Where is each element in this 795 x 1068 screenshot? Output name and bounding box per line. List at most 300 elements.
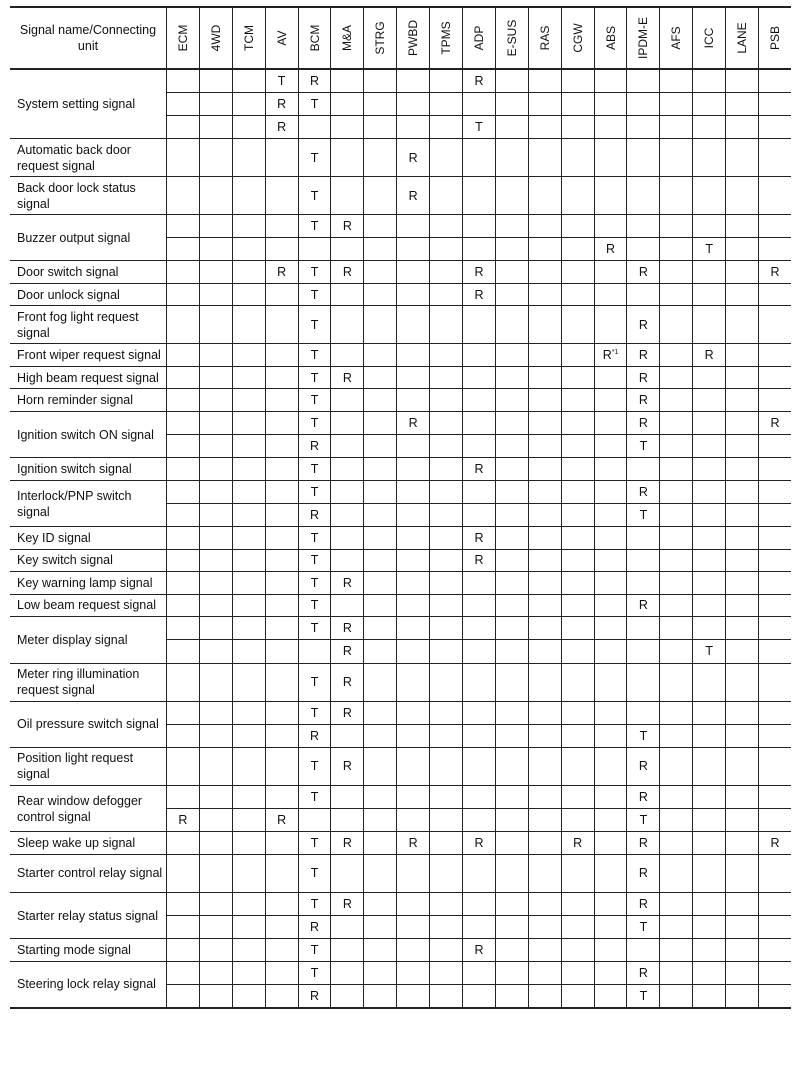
- signal-cell: [199, 389, 232, 412]
- signal-cell: [430, 92, 463, 115]
- signal-cell: [232, 344, 265, 367]
- signal-cell: [430, 504, 463, 527]
- signal-cell: [232, 640, 265, 663]
- signal-cell: [463, 785, 496, 808]
- signal-cell: T: [627, 724, 660, 747]
- table-row: [10, 366, 791, 389]
- signal-cell: [232, 238, 265, 261]
- signal-cell: [726, 916, 759, 939]
- signal-cell: [232, 261, 265, 284]
- signal-cell: [528, 809, 561, 832]
- signal-cell: [627, 527, 660, 550]
- table-row: [10, 961, 791, 984]
- signal-name: System setting signal: [10, 69, 167, 139]
- signal-cell: [265, 344, 298, 367]
- signal-cell: [199, 984, 232, 1007]
- signal-cell: [167, 594, 200, 617]
- signal-cell: T: [298, 617, 331, 640]
- signal-cell: [726, 809, 759, 832]
- signal-cell: [528, 785, 561, 808]
- signal-cell: [167, 238, 200, 261]
- signal-cell: [397, 617, 430, 640]
- signal-cell: [627, 215, 660, 238]
- signal-cell: [463, 701, 496, 724]
- signal-cell: [364, 984, 397, 1007]
- signal-cell: [463, 854, 496, 892]
- signal-cell: [693, 458, 726, 481]
- signal-cell: R: [627, 961, 660, 984]
- signal-cell: [726, 139, 759, 177]
- signal-cell: [463, 892, 496, 915]
- signal-cell: [364, 92, 397, 115]
- signal-cell: [265, 458, 298, 481]
- unit-header: [528, 7, 561, 69]
- signal-cell: [594, 916, 627, 939]
- signal-cell: [265, 832, 298, 855]
- signal-cell: T: [298, 177, 331, 215]
- signal-cell: R: [167, 809, 200, 832]
- table-row: [10, 261, 791, 284]
- table-row: [10, 527, 791, 550]
- signal-cell: T: [627, 916, 660, 939]
- signal-cell: [232, 504, 265, 527]
- signal-cell: R: [463, 549, 496, 572]
- signal-cell: [759, 458, 791, 481]
- signal-cell: [232, 984, 265, 1007]
- signal-cell: [167, 389, 200, 412]
- signal-cell: [430, 663, 463, 701]
- signal-cell: T: [627, 504, 660, 527]
- signal-cell: [364, 747, 397, 785]
- signal-cell: [627, 69, 660, 92]
- table-row: [10, 139, 791, 177]
- signal-cell: [265, 916, 298, 939]
- signal-cell: [463, 215, 496, 238]
- signal-cell: [430, 177, 463, 215]
- signal-cell: [430, 724, 463, 747]
- signal-cell: [561, 389, 594, 412]
- signal-cell: [594, 984, 627, 1007]
- signal-name: Steering lock relay signal: [10, 961, 167, 1007]
- signal-cell: [397, 527, 430, 550]
- signal-cell: [364, 892, 397, 915]
- signal-cell: R: [627, 480, 660, 503]
- signal-cell: [660, 916, 693, 939]
- signal-cell: [660, 984, 693, 1007]
- signal-cell: [167, 663, 200, 701]
- signal-cell: T: [298, 892, 331, 915]
- signal-cell: [693, 617, 726, 640]
- signal-cell: [199, 504, 232, 527]
- signal-cell: [528, 115, 561, 138]
- signal-cell: [232, 892, 265, 915]
- signal-cell: [167, 916, 200, 939]
- signal-cell: [561, 92, 594, 115]
- signal-cell: [364, 504, 397, 527]
- signal-name: Front fog light request signal: [10, 306, 167, 344]
- signal-cell: [397, 785, 430, 808]
- signal-cell: [528, 504, 561, 527]
- signal-cell: [726, 892, 759, 915]
- signal-cell: R: [463, 939, 496, 962]
- signal-cell: [199, 261, 232, 284]
- signal-cell: [759, 594, 791, 617]
- unit-header: [430, 7, 463, 69]
- signal-cell: T: [298, 572, 331, 595]
- signal-cell: [594, 527, 627, 550]
- signal-cell: [693, 663, 726, 701]
- signal-cell: [430, 480, 463, 503]
- signal-cell: [726, 961, 759, 984]
- signal-cell: [627, 663, 660, 701]
- signal-cell: [397, 366, 430, 389]
- signal-name: Low beam request signal: [10, 594, 167, 617]
- signal-cell: [430, 261, 463, 284]
- signal-cell: [594, 892, 627, 915]
- signal-cell: [528, 69, 561, 92]
- signal-cell: [364, 594, 397, 617]
- signal-cell: [232, 283, 265, 306]
- table-row: [10, 389, 791, 412]
- signal-cell: [397, 215, 430, 238]
- signal-table: [10, 6, 791, 1009]
- signal-cell: [364, 916, 397, 939]
- signal-cell: [627, 458, 660, 481]
- signal-cell: R: [331, 640, 364, 663]
- signal-name: Horn reminder signal: [10, 389, 167, 412]
- signal-cell: [167, 747, 200, 785]
- signal-cell: [463, 504, 496, 527]
- signal-cell: [561, 640, 594, 663]
- signal-cell: [561, 939, 594, 962]
- signal-cell: [759, 549, 791, 572]
- signal-cell: [495, 617, 528, 640]
- signal-cell: [693, 261, 726, 284]
- signal-cell: [331, 724, 364, 747]
- unit-header: [759, 7, 791, 69]
- signal-cell: [693, 701, 726, 724]
- signal-cell: T: [693, 238, 726, 261]
- signal-cell: [726, 238, 759, 261]
- unit-header-label: CGW: [570, 23, 585, 53]
- signal-cell: [660, 640, 693, 663]
- signal-cell: [759, 306, 791, 344]
- unit-header: [594, 7, 627, 69]
- signal-cell: [397, 892, 430, 915]
- signal-cell: [726, 572, 759, 595]
- signal-cell: [199, 724, 232, 747]
- signal-cell: [430, 139, 463, 177]
- signal-cell: [561, 435, 594, 458]
- signal-name: Buzzer output signal: [10, 215, 167, 261]
- signal-cell: [693, 939, 726, 962]
- signal-cell: [265, 854, 298, 892]
- signal-cell: [759, 663, 791, 701]
- signal-name: Key switch signal: [10, 549, 167, 572]
- signal-cell: [232, 549, 265, 572]
- signal-cell: [430, 115, 463, 138]
- signal-cell: [528, 984, 561, 1007]
- signal-cell: [759, 115, 791, 138]
- signal-name: Ignition switch ON signal: [10, 411, 167, 457]
- signal-cell: [397, 594, 430, 617]
- signal-cell: [364, 389, 397, 412]
- signal-cell: [265, 215, 298, 238]
- signal-cell: [167, 854, 200, 892]
- signal-cell: [397, 92, 430, 115]
- signal-cell: [561, 115, 594, 138]
- signal-cell: T: [298, 747, 331, 785]
- signal-cell: [397, 261, 430, 284]
- signal-cell: [397, 306, 430, 344]
- signal-cell: [660, 344, 693, 367]
- signal-cell: [693, 480, 726, 503]
- signal-cell: [528, 832, 561, 855]
- signal-cell: [495, 215, 528, 238]
- signal-cell: [726, 115, 759, 138]
- signal-cell: [495, 115, 528, 138]
- signal-cell: [199, 747, 232, 785]
- signal-cell: [594, 69, 627, 92]
- signal-cell: [199, 115, 232, 138]
- signal-cell: [594, 724, 627, 747]
- signal-cell: [199, 549, 232, 572]
- signal-cell: R: [298, 916, 331, 939]
- signal-cell: [265, 617, 298, 640]
- signal-cell: [430, 411, 463, 434]
- signal-cell: R: [627, 366, 660, 389]
- signal-cell: [430, 69, 463, 92]
- signal-cell: [265, 389, 298, 412]
- signal-cell: [528, 594, 561, 617]
- signal-cell: [495, 724, 528, 747]
- signal-cell: [594, 809, 627, 832]
- signal-cell: [561, 747, 594, 785]
- signal-cell: $R^{*1}$: [594, 344, 627, 367]
- signal-cell: [331, 306, 364, 344]
- signal-cell: [759, 238, 791, 261]
- signal-table-container: [10, 6, 791, 1009]
- signal-cell: [430, 215, 463, 238]
- signal-cell: [726, 480, 759, 503]
- unit-header-label: RAS: [537, 25, 552, 51]
- signal-cell: [561, 283, 594, 306]
- signal-cell: [199, 238, 232, 261]
- signal-cell: [331, 594, 364, 617]
- signal-cell: [331, 283, 364, 306]
- signal-cell: R: [759, 411, 791, 434]
- signal-name: Oil pressure switch signal: [10, 701, 167, 747]
- signal-cell: [528, 177, 561, 215]
- signal-cell: R: [331, 663, 364, 701]
- signal-cell: [331, 854, 364, 892]
- signal-name: Back door lock status signal: [10, 177, 167, 215]
- signal-cell: R: [298, 984, 331, 1007]
- signal-cell: [331, 238, 364, 261]
- signal-cell: R: [331, 261, 364, 284]
- signal-cell: [528, 701, 561, 724]
- unit-header-label: AV: [274, 30, 289, 46]
- signal-cell: [660, 701, 693, 724]
- signal-cell: [759, 724, 791, 747]
- signal-cell: [397, 939, 430, 962]
- signal-name: Starter control relay signal: [10, 854, 167, 892]
- table-row: [10, 480, 791, 503]
- signal-cell: [232, 701, 265, 724]
- signal-cell: [364, 572, 397, 595]
- signal-cell: [167, 177, 200, 215]
- signal-cell: R: [331, 832, 364, 855]
- signal-cell: [265, 238, 298, 261]
- signal-cell: [463, 809, 496, 832]
- unit-header-label: 4WD: [208, 24, 223, 52]
- signal-name: Key ID signal: [10, 527, 167, 550]
- signal-cell: [265, 594, 298, 617]
- table-row: [10, 785, 791, 808]
- signal-cell: [331, 411, 364, 434]
- signal-cell: [463, 177, 496, 215]
- signal-cell: [298, 640, 331, 663]
- signal-cell: [561, 458, 594, 481]
- table-row: [10, 617, 791, 640]
- signal-cell: [364, 366, 397, 389]
- signal-cell: [265, 640, 298, 663]
- signal-cell: [726, 939, 759, 962]
- signal-cell: [528, 892, 561, 915]
- signal-cell: [528, 572, 561, 595]
- signal-cell: [265, 724, 298, 747]
- signal-cell: [199, 69, 232, 92]
- signal-cell: [397, 572, 430, 595]
- signal-cell: [167, 504, 200, 527]
- signal-name: Door unlock signal: [10, 283, 167, 306]
- signal-cell: R: [397, 177, 430, 215]
- signal-cell: [430, 366, 463, 389]
- signal-cell: [463, 92, 496, 115]
- unit-header-label: E-SUS: [504, 19, 519, 57]
- signal-cell: [660, 238, 693, 261]
- signal-cell: [495, 238, 528, 261]
- signal-cell: [199, 215, 232, 238]
- signal-cell: [364, 306, 397, 344]
- signal-cell: [463, 411, 496, 434]
- signal-cell: [759, 139, 791, 177]
- signal-cell: [232, 306, 265, 344]
- signal-cell: [693, 69, 726, 92]
- signal-cell: [528, 916, 561, 939]
- signal-cell: [265, 504, 298, 527]
- signal-cell: T: [298, 527, 331, 550]
- unit-header-label: TPMS: [439, 21, 454, 55]
- signal-cell: [594, 480, 627, 503]
- signal-cell: [331, 92, 364, 115]
- signal-cell: [364, 435, 397, 458]
- signal-name: Rear window defogger control signal: [10, 785, 167, 831]
- signal-cell: [265, 549, 298, 572]
- signal-cell: [759, 640, 791, 663]
- signal-cell: [759, 435, 791, 458]
- signal-cell: [660, 663, 693, 701]
- signal-cell: [364, 261, 397, 284]
- signal-cell: [430, 939, 463, 962]
- signal-cell: [298, 809, 331, 832]
- signal-cell: [627, 177, 660, 215]
- signal-cell: [759, 916, 791, 939]
- signal-cell: [594, 261, 627, 284]
- signal-cell: [759, 366, 791, 389]
- signal-cell: [232, 389, 265, 412]
- signal-cell: T: [298, 832, 331, 855]
- signal-cell: [167, 572, 200, 595]
- signal-cell: [495, 939, 528, 962]
- signal-cell: T: [298, 215, 331, 238]
- signal-cell: [364, 701, 397, 724]
- signal-cell: [265, 435, 298, 458]
- signal-cell: [331, 504, 364, 527]
- signal-cell: [495, 261, 528, 284]
- signal-cell: [528, 435, 561, 458]
- signal-cell: [693, 177, 726, 215]
- signal-cell: [528, 261, 561, 284]
- signal-cell: [660, 115, 693, 138]
- signal-cell: [430, 572, 463, 595]
- signal-cell: [430, 640, 463, 663]
- signal-cell: [627, 238, 660, 261]
- signal-cell: [430, 747, 463, 785]
- signal-cell: [660, 724, 693, 747]
- signal-cell: [594, 747, 627, 785]
- signal-cell: [331, 139, 364, 177]
- signal-cell: [528, 283, 561, 306]
- signal-cell: [561, 411, 594, 434]
- table-row: [10, 283, 791, 306]
- signal-cell: [528, 480, 561, 503]
- signal-cell: [594, 306, 627, 344]
- signal-cell: [627, 115, 660, 138]
- signal-cell: [660, 261, 693, 284]
- signal-cell: [759, 747, 791, 785]
- unit-header: [627, 7, 660, 69]
- signal-cell: [627, 640, 660, 663]
- signal-cell: [693, 785, 726, 808]
- signal-cell: T: [298, 344, 331, 367]
- signal-cell: [495, 892, 528, 915]
- signal-cell: [726, 594, 759, 617]
- signal-cell: R: [265, 115, 298, 138]
- signal-cell: [561, 663, 594, 701]
- signal-cell: [759, 809, 791, 832]
- signal-cell: [397, 238, 430, 261]
- signal-cell: [660, 854, 693, 892]
- signal-cell: [660, 458, 693, 481]
- signal-cell: [726, 747, 759, 785]
- signal-cell: [331, 916, 364, 939]
- signal-cell: [265, 411, 298, 434]
- signal-cell: R: [693, 344, 726, 367]
- signal-cell: [594, 594, 627, 617]
- signal-cell: [199, 480, 232, 503]
- signal-cell: R: [627, 261, 660, 284]
- signal-cell: [594, 785, 627, 808]
- table-row: [10, 892, 791, 915]
- signal-cell: [726, 435, 759, 458]
- table-row: [10, 832, 791, 855]
- signal-cell: [693, 809, 726, 832]
- signal-cell: [528, 747, 561, 785]
- signal-cell: [726, 984, 759, 1007]
- table-row: [10, 411, 791, 434]
- signal-cell: [167, 435, 200, 458]
